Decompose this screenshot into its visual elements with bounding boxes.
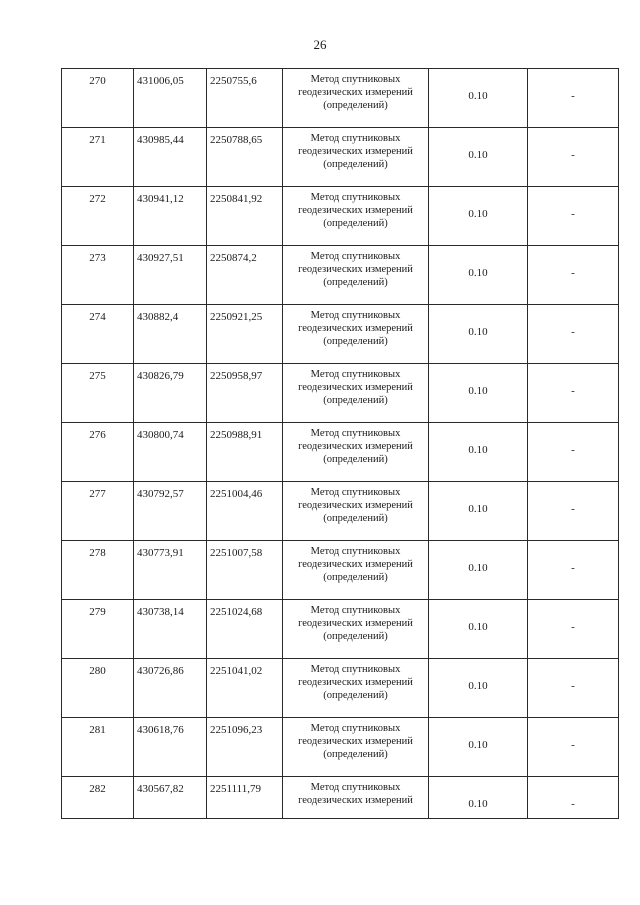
method-text [283, 128, 428, 171]
method-cell [283, 364, 429, 423]
precision-cell-text: 0.10 [468, 739, 488, 751]
extra-cell [528, 364, 619, 423]
y-coordinate-cell [207, 541, 283, 600]
method-cell [283, 128, 429, 187]
point-number-cell [62, 364, 134, 423]
x-coordinate-cell-text: 430567,82 [137, 783, 184, 795]
method-line: (определений) [323, 100, 388, 111]
method-line: Метод спутниковых [310, 782, 401, 793]
method-line: Метод спутниковых [310, 369, 401, 380]
method-line: (определений) [323, 336, 388, 347]
extra-cell [528, 69, 619, 128]
point-number-cell [62, 69, 134, 128]
point-number-cell-text: 273 [89, 252, 106, 264]
x-coordinate-cell [134, 718, 207, 777]
method-text [283, 600, 428, 643]
y-coordinate-cell-text: 2250788,65 [210, 134, 263, 146]
method-line: геодезических измерений [298, 559, 413, 570]
point-number-cell-text: 270 [89, 75, 106, 87]
method-text [283, 69, 428, 112]
extra-cell-text: - [571, 680, 575, 692]
table-row [62, 128, 619, 187]
x-coordinate-cell [134, 423, 207, 482]
method-text [283, 423, 428, 466]
x-coordinate-cell [134, 659, 207, 718]
extra-cell [528, 423, 619, 482]
method-cell [283, 541, 429, 600]
x-coordinate-cell-text: 431006,05 [137, 75, 184, 87]
method-line: (определений) [323, 218, 388, 229]
method-line: геодезических измерений [298, 87, 413, 98]
y-coordinate-cell-text: 2251024,68 [210, 606, 263, 618]
method-text [283, 246, 428, 289]
x-coordinate-cell-text: 430826,79 [137, 370, 184, 382]
y-coordinate-cell-text: 2251111,79 [210, 783, 262, 795]
point-number-cell-text: 278 [89, 547, 106, 559]
method-line: геодезических измерений [298, 795, 413, 806]
point-number-cell [62, 482, 134, 541]
x-coordinate-cell-text: 430738,14 [137, 606, 184, 618]
coordinates-table [61, 68, 619, 819]
method-line: Метод спутниковых [310, 192, 401, 203]
extra-cell [528, 305, 619, 364]
x-coordinate-cell-text: 430941,12 [137, 193, 184, 205]
method-line: Метод спутниковых [310, 310, 401, 321]
y-coordinate-cell [207, 305, 283, 364]
point-number-cell-text: 279 [89, 606, 106, 618]
extra-cell [528, 541, 619, 600]
point-number-cell [62, 659, 134, 718]
precision-cell-text: 0.10 [468, 326, 488, 338]
point-number-cell-text: 277 [89, 488, 106, 500]
table-row [62, 659, 619, 718]
extra-cell [528, 482, 619, 541]
y-coordinate-cell-text: 2251041,02 [210, 665, 263, 677]
x-coordinate-cell [134, 69, 207, 128]
table-row [62, 541, 619, 600]
method-line: (определений) [323, 513, 388, 524]
extra-cell-text: - [571, 326, 575, 338]
method-text [283, 659, 428, 702]
extra-cell-text: - [571, 621, 575, 633]
method-line: Метод спутниковых [310, 74, 401, 85]
point-number-cell [62, 128, 134, 187]
method-cell [283, 482, 429, 541]
y-coordinate-cell-text: 2251096,23 [210, 724, 263, 736]
point-number-cell-text: 272 [89, 193, 106, 205]
precision-cell-text: 0.10 [468, 267, 488, 279]
extra-cell-text: - [571, 444, 575, 456]
precision-cell [429, 423, 528, 482]
y-coordinate-cell [207, 69, 283, 128]
precision-cell-text: 0.10 [468, 90, 488, 102]
point-number-cell [62, 600, 134, 659]
precision-cell [429, 777, 528, 819]
method-line: (определений) [323, 749, 388, 760]
method-line: геодезических измерений [298, 500, 413, 511]
extra-cell-text: - [571, 208, 575, 220]
extra-cell [528, 659, 619, 718]
table-row [62, 600, 619, 659]
method-text [283, 718, 428, 761]
extra-cell-text: - [571, 267, 575, 279]
table-row [62, 69, 619, 128]
method-line: Метод спутниковых [310, 605, 401, 616]
method-line: геодезических измерений [298, 736, 413, 747]
method-line: геодезических измерений [298, 677, 413, 688]
x-coordinate-cell [134, 305, 207, 364]
method-cell [283, 423, 429, 482]
method-text [283, 364, 428, 407]
x-coordinate-cell [134, 777, 207, 819]
y-coordinate-cell [207, 364, 283, 423]
y-coordinate-cell [207, 128, 283, 187]
y-coordinate-cell [207, 482, 283, 541]
precision-cell-text: 0.10 [468, 385, 488, 397]
precision-cell-text: 0.10 [468, 149, 488, 161]
method-line: Метод спутниковых [310, 133, 401, 144]
precision-cell [429, 541, 528, 600]
precision-cell-text: 0.10 [468, 208, 488, 220]
extra-cell-text: - [571, 562, 575, 574]
x-coordinate-cell-text: 430618,76 [137, 724, 184, 736]
x-coordinate-cell-text: 430726,86 [137, 665, 184, 677]
point-number-cell [62, 305, 134, 364]
precision-cell-text: 0.10 [468, 798, 488, 810]
method-line: геодезических измерений [298, 205, 413, 216]
x-coordinate-cell-text: 430792,57 [137, 488, 184, 500]
x-coordinate-cell-text: 430800,74 [137, 429, 184, 441]
point-number-cell-text: 274 [89, 311, 106, 323]
x-coordinate-cell [134, 541, 207, 600]
table-row [62, 777, 619, 819]
table-row [62, 246, 619, 305]
method-cell [283, 659, 429, 718]
precision-cell [429, 659, 528, 718]
table-row [62, 305, 619, 364]
extra-cell-text: - [571, 503, 575, 515]
method-cell [283, 187, 429, 246]
x-coordinate-cell-text: 430773,91 [137, 547, 184, 559]
table-row [62, 364, 619, 423]
method-line: геодезических измерений [298, 264, 413, 275]
precision-cell [429, 69, 528, 128]
extra-cell-text: - [571, 149, 575, 161]
x-coordinate-cell [134, 364, 207, 423]
y-coordinate-cell [207, 600, 283, 659]
y-coordinate-cell [207, 246, 283, 305]
precision-cell [429, 364, 528, 423]
method-line: (определений) [323, 631, 388, 642]
method-line: Метод спутниковых [310, 251, 401, 262]
table-row [62, 482, 619, 541]
point-number-cell [62, 187, 134, 246]
precision-cell [429, 128, 528, 187]
method-line: Метод спутниковых [310, 664, 401, 675]
extra-cell [528, 246, 619, 305]
point-number-cell-text: 282 [89, 783, 106, 795]
x-coordinate-cell [134, 187, 207, 246]
method-line: Метод спутниковых [310, 428, 401, 439]
precision-cell [429, 187, 528, 246]
extra-cell [528, 187, 619, 246]
method-cell [283, 305, 429, 364]
method-text [283, 187, 428, 230]
table-row [62, 187, 619, 246]
method-cell [283, 600, 429, 659]
page-number: 26 [313, 37, 327, 52]
method-line: Метод спутниковых [310, 487, 401, 498]
x-coordinate-cell-text: 430927,51 [137, 252, 184, 264]
y-coordinate-cell-text: 2250874,2 [210, 252, 257, 264]
point-number-cell [62, 246, 134, 305]
y-coordinate-cell-text: 2250841,92 [210, 193, 263, 205]
point-number-cell-text: 280 [89, 665, 106, 677]
precision-cell-text: 0.10 [468, 562, 488, 574]
y-coordinate-cell [207, 718, 283, 777]
point-number-cell [62, 541, 134, 600]
extra-cell-text: - [571, 798, 575, 810]
y-coordinate-cell-text: 2250921,25 [210, 311, 263, 323]
method-line: геодезических измерений [298, 441, 413, 452]
extra-cell [528, 600, 619, 659]
y-coordinate-cell-text: 2250988,91 [210, 429, 263, 441]
extra-cell [528, 777, 619, 819]
point-number-cell-text: 271 [89, 134, 106, 146]
method-line: Метод спутниковых [310, 546, 401, 557]
precision-cell-text: 0.10 [468, 680, 488, 692]
point-number-cell [62, 423, 134, 482]
y-coordinate-cell [207, 777, 283, 819]
method-line: (определений) [323, 395, 388, 406]
method-line: (определений) [323, 159, 388, 170]
method-line: геодезических измерений [298, 618, 413, 629]
y-coordinate-cell-text: 2250958,97 [210, 370, 263, 382]
extra-cell-text: - [571, 739, 575, 751]
precision-cell-text: 0.10 [468, 621, 488, 633]
method-line: (определений) [323, 690, 388, 701]
y-coordinate-cell [207, 423, 283, 482]
method-line: (определений) [323, 454, 388, 465]
x-coordinate-cell-text: 430882,4 [137, 311, 179, 323]
y-coordinate-cell-text: 2251004,46 [210, 488, 263, 500]
y-coordinate-cell [207, 659, 283, 718]
table-row [62, 423, 619, 482]
y-coordinate-cell-text: 2250755,6 [210, 75, 257, 87]
extra-cell-text: - [571, 90, 575, 102]
precision-cell [429, 718, 528, 777]
method-line: (определений) [323, 277, 388, 288]
method-line: (определений) [323, 572, 388, 583]
precision-cell [429, 600, 528, 659]
extra-cell [528, 128, 619, 187]
method-cell [283, 777, 429, 819]
x-coordinate-cell [134, 246, 207, 305]
point-number-cell-text: 275 [89, 370, 106, 382]
precision-cell-text: 0.10 [468, 444, 488, 456]
table-row [62, 718, 619, 777]
x-coordinate-cell [134, 482, 207, 541]
method-line: геодезических измерений [298, 382, 413, 393]
point-number-cell [62, 718, 134, 777]
precision-cell [429, 305, 528, 364]
method-text [283, 777, 428, 807]
point-number-cell-text: 276 [89, 429, 106, 441]
x-coordinate-cell [134, 128, 207, 187]
table-body [62, 69, 619, 819]
method-cell [283, 246, 429, 305]
precision-cell [429, 482, 528, 541]
point-number-cell-text: 281 [89, 724, 106, 736]
method-text [283, 541, 428, 584]
x-coordinate-cell-text: 430985,44 [137, 134, 184, 146]
method-cell [283, 718, 429, 777]
y-coordinate-cell-text: 2251007,58 [210, 547, 263, 559]
method-cell [283, 69, 429, 128]
method-line: Метод спутниковых [310, 723, 401, 734]
method-line: геодезических измерений [298, 323, 413, 334]
y-coordinate-cell [207, 187, 283, 246]
method-text [283, 305, 428, 348]
precision-cell [429, 246, 528, 305]
extra-cell [528, 718, 619, 777]
x-coordinate-cell [134, 600, 207, 659]
point-number-cell [62, 777, 134, 819]
extra-cell-text: - [571, 385, 575, 397]
precision-cell-text: 0.10 [468, 503, 488, 515]
method-line: геодезических измерений [298, 146, 413, 157]
method-text [283, 482, 428, 525]
